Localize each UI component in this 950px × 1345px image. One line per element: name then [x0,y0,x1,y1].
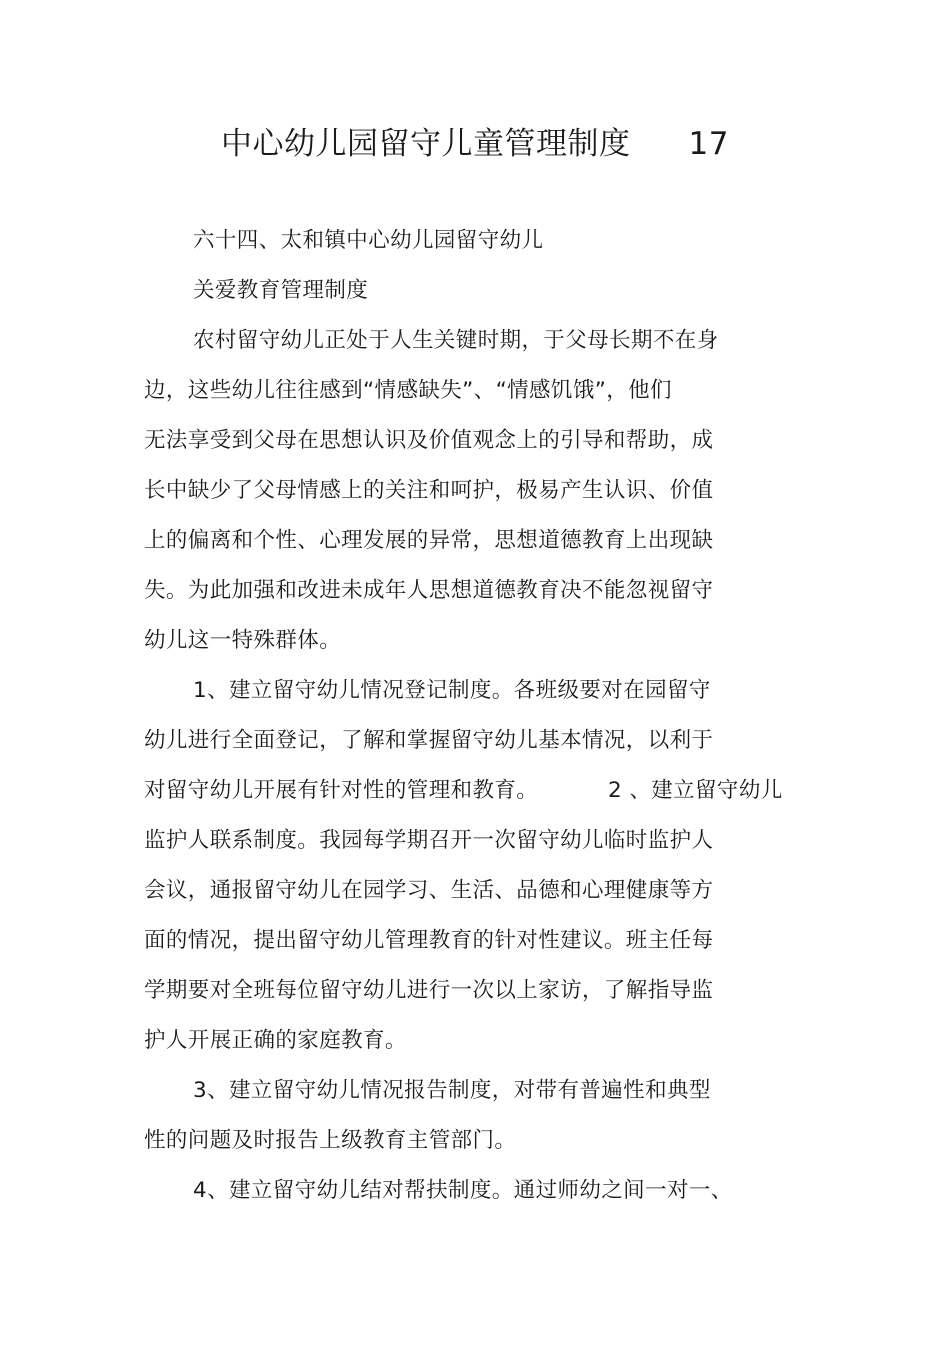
paragraph-line: 4、建立留守幼儿结对帮扶制度。通过师幼之间一对一、 [193,1178,733,1203]
paragraph-line-inline: 2 、建立留守幼儿 [608,778,783,803]
document-title [0,122,950,166]
paragraph-line: 失。为此加强和改进未成年人思想道德教育决不能忽视留守 [144,578,714,603]
title-number: 17 [688,126,729,162]
paragraph-line: 对留守幼儿开展有针对性的管理和教育。 [144,778,539,803]
paragraph-line: 边，这些幼儿往往感到“情感缺失”、“情感饥饿”，他们 [144,378,672,403]
paragraph-line: 监护人联系制度。我园每学期召开一次留守幼儿临时监护人 [144,828,714,853]
paragraph-line: 1、建立留守幼儿情况登记制度。各班级要对在园留守 [193,678,711,703]
title-text: 中心幼儿园留守儿童管理制度 [221,126,631,162]
paragraph-line: 性的问题及时报告上级教育主管部门。 [144,1128,517,1153]
paragraph-line: 护人开展正确的家庭教育。 [144,1028,407,1053]
heading-line-1: 六十四、太和镇中心幼儿园留守幼儿 [193,228,544,253]
paragraph-line: 农村留守幼儿正处于人生关键时期，于父母长期不在身 [193,328,719,353]
paragraph-line: 学期要对全班每位留守幼儿进行一次以上家访，了解指导监 [144,978,714,1003]
paragraph-line: 上的偏离和个性、心理发展的异常，思想道德教育上出现缺 [144,528,714,553]
paragraph-line: 幼儿这一特殊群体。 [144,628,342,653]
paragraph-line: 幼儿进行全面登记，了解和掌握留守幼儿基本情况，以利于 [144,728,714,753]
paragraph-line: 会议，通报留守幼儿在园学习、生活、品德和心理健康等方 [144,878,714,903]
paragraph-line: 长中缺少了父母情感上的关注和呵护，极易产生认识、价值 [144,478,714,503]
heading-line-2: 关爱教育管理制度 [193,278,369,303]
paragraph-line: 面的情况，提出留守幼儿管理教育的针对性建议。班主任每 [144,928,714,953]
paragraph-line: 3、建立留守幼儿情况报告制度，对带有普遍性和典型 [193,1078,711,1103]
paragraph-line: 无法享受到父母在思想认识及价值观念上的引导和帮助，成 [144,428,714,453]
